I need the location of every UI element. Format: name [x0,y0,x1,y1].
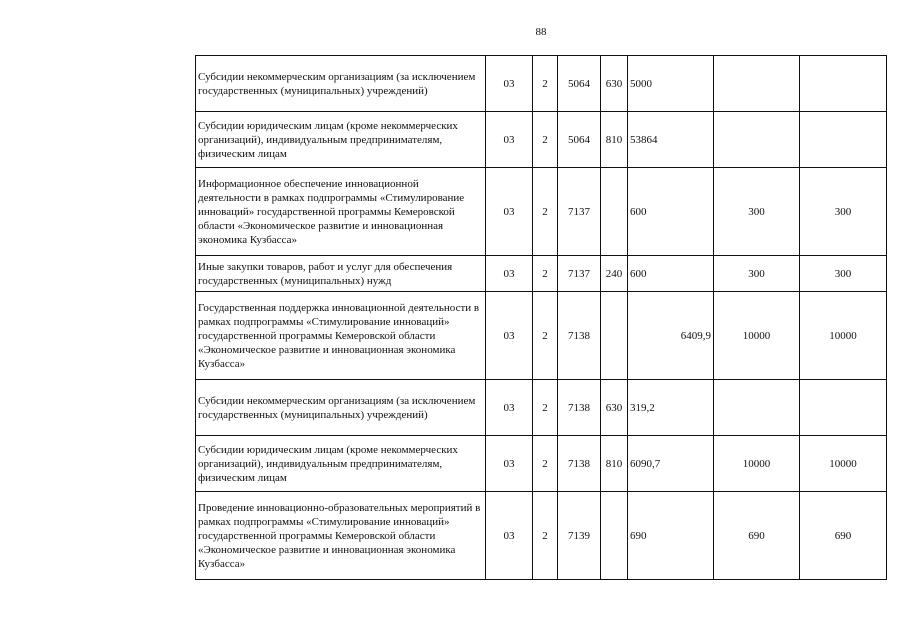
section-cell: 03 [486,256,533,292]
section-cell: 03 [486,380,533,436]
amount-2-cell: 300 [714,256,800,292]
article-cell: 7137 [558,168,601,256]
amount-3-cell [800,56,887,112]
section-cell: 03 [486,56,533,112]
row-name: Субсидии некоммерческим организациям (за исключением государственных (муниципальных) учреждений) [196,56,486,112]
table-row [196,256,887,292]
subsection-cell: 2 [533,56,558,112]
amount-2-cell: 10000 [714,292,800,380]
amount-2-cell: 690 [714,492,800,580]
amount-2-cell: 300 [714,168,800,256]
subsection-cell: 2 [533,256,558,292]
amount-3-cell [800,380,887,436]
amount-1-cell: 690 [628,492,714,580]
article-cell: 7139 [558,492,601,580]
article-cell: 5064 [558,56,601,112]
amount-1-cell: 5000 [628,56,714,112]
amount-1-cell: 6409,9 [628,292,714,380]
amount-2-cell: 10000 [714,436,800,492]
subsection-cell: 2 [533,112,558,168]
amount-3-cell [800,112,887,168]
expense-type-cell: 810 [601,112,628,168]
article-cell: 7138 [558,380,601,436]
row-name: Иные закупки товаров, работ и услуг для обеспечения государственных (муниципальных) нужд [196,256,486,292]
row-name: Субсидии некоммерческим организациям (за исключением государственных (муниципальных) учреждений) [196,380,486,436]
amount-3-cell: 690 [800,492,887,580]
row-name: Субсидии юридическим лицам (кроме некоммерческих организаций), индивидуальным предпринимателям, физическим лицам [196,436,486,492]
amount-1-cell: 600 [628,168,714,256]
row-name: Проведение инновационно-образовательных мероприятий в рамках подпрограммы «Стимулирование инноваций» государственной программы Кемеровской области «Экономическое развитие и инновационная экономика Кузбасса» [196,492,486,580]
amount-3-cell: 10000 [800,436,887,492]
expense-type-cell: 630 [601,56,628,112]
amount-2-cell [714,56,800,112]
subsection-cell: 2 [533,380,558,436]
section-cell: 03 [486,292,533,380]
article-cell: 7138 [558,436,601,492]
subsection-cell: 2 [533,168,558,256]
subsection-cell: 2 [533,492,558,580]
expense-type-cell [601,168,628,256]
subsection-cell: 2 [533,292,558,380]
table-row [196,112,887,168]
amount-3-cell: 300 [800,256,887,292]
amount-3-cell: 10000 [800,292,887,380]
table-row [196,56,887,112]
table-row [196,380,887,436]
table-row [196,436,887,492]
subsection-cell: 2 [533,436,558,492]
expense-type-cell [601,292,628,380]
section-cell: 03 [486,168,533,256]
table-row [196,168,887,256]
section-cell: 03 [486,492,533,580]
amount-3-cell: 300 [800,168,887,256]
row-name: Информационное обеспечение инновационной деятельности в рамках подпрограммы «Стимулирование инноваций» государственной программы Кемеровской области «Экономическое развитие и инновационная экономика Кузбасса» [196,168,486,256]
row-name: Субсидии юридическим лицам (кроме некоммерческих организаций), индивидуальным предпринимателям, физическим лицам [196,112,486,168]
expense-type-cell [601,492,628,580]
table-row [196,492,887,580]
amount-1-cell: 53864 [628,112,714,168]
expense-type-cell: 630 [601,380,628,436]
page-number: 88 [535,26,547,38]
amount-1-cell: 600 [628,256,714,292]
expense-type-cell: 810 [601,436,628,492]
article-cell: 5064 [558,112,601,168]
section-cell: 03 [486,436,533,492]
amount-2-cell [714,112,800,168]
table-row [196,292,887,380]
amount-2-cell [714,380,800,436]
article-cell: 7138 [558,292,601,380]
section-cell: 03 [486,112,533,168]
amount-1-cell: 6090,7 [628,436,714,492]
amount-1-cell: 319,2 [628,380,714,436]
article-cell: 7137 [558,256,601,292]
expense-type-cell: 240 [601,256,628,292]
row-name: Государственная поддержка инновационной деятельности в рамках подпрограммы «Стимулирование инноваций» государственной программы Кемеровской области «Экономическое развитие и инновационная экономика Кузбасса» [196,292,486,380]
budget-table [195,55,887,580]
